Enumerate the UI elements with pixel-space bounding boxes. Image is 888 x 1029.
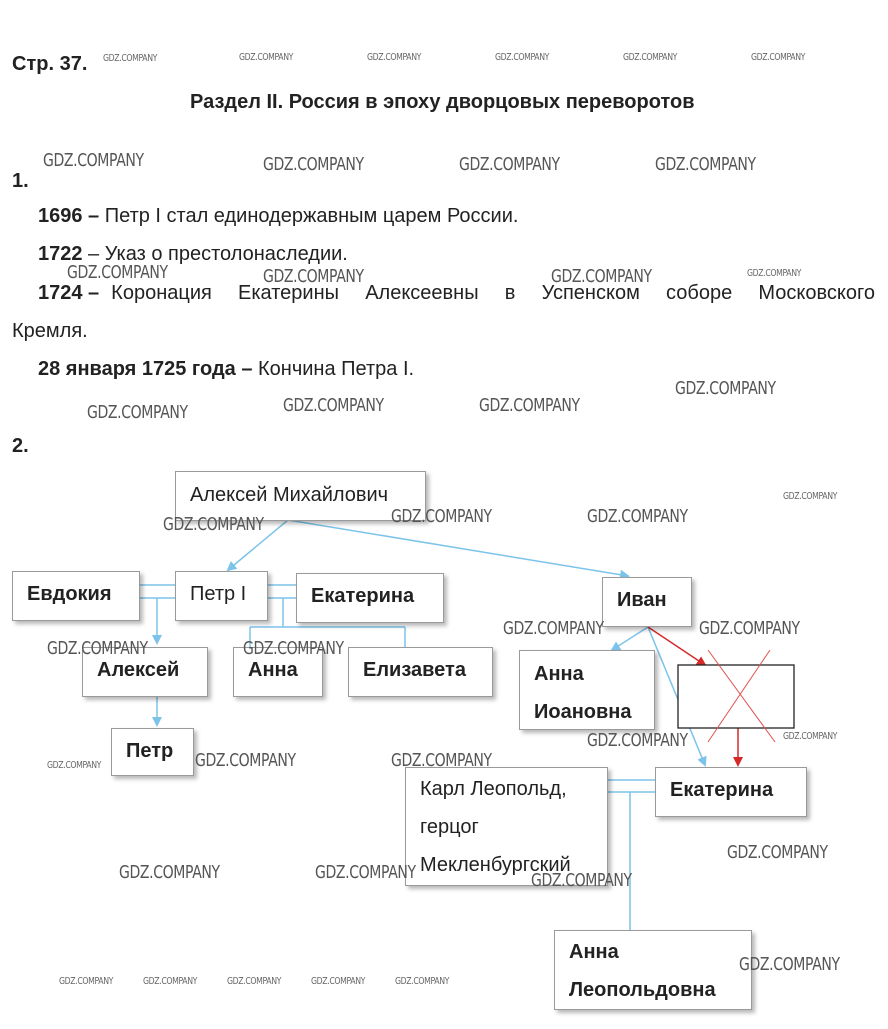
watermark: GDZ.COMPANY bbox=[367, 52, 422, 63]
watermark: GDZ.COMPANY bbox=[143, 976, 198, 987]
person-ivan: Иван bbox=[602, 577, 692, 627]
watermark: GDZ.COMPANY bbox=[43, 150, 144, 171]
person-anna: Анна bbox=[233, 647, 323, 697]
page-label: Стр. 37. bbox=[12, 53, 88, 75]
arrow-am-ivan bbox=[288, 520, 628, 576]
person-aleksey: Алексей bbox=[82, 647, 208, 697]
watermark: GDZ.COMPANY bbox=[459, 154, 560, 175]
person-aleksey-mikhailovich: Алексей Михайлович bbox=[175, 471, 426, 521]
watermark: GDZ.COMPANY bbox=[163, 514, 264, 535]
person-karl-leopold: Карл Леопольд, герцог Мекленбургский bbox=[405, 767, 608, 886]
watermark: GDZ.COMPANY bbox=[195, 750, 296, 771]
person-anna-ioanovna: Анна Иоановна bbox=[519, 650, 655, 730]
watermark: GDZ.COMPANY bbox=[315, 862, 416, 883]
person-anna-leopoldovna: Анна Леопольдовна bbox=[554, 930, 752, 1010]
watermark: GDZ.COMPANY bbox=[675, 378, 776, 399]
watermark: GDZ.COMPANY bbox=[655, 154, 756, 175]
person-ekaterina-1: Екатерина bbox=[296, 573, 444, 623]
watermark: GDZ.COMPANY bbox=[263, 154, 364, 175]
watermark: GDZ.COMPANY bbox=[391, 750, 492, 771]
watermark: GDZ.COMPANY bbox=[243, 638, 344, 659]
watermark: GDZ.COMPANY bbox=[551, 266, 652, 287]
watermark: GDZ.COMPANY bbox=[587, 730, 688, 751]
watermark: GDZ.COMPANY bbox=[727, 842, 828, 863]
person-elizaveta: Елизавета bbox=[348, 647, 493, 697]
person-petr-1: Петр I bbox=[175, 571, 268, 621]
watermark: GDZ.COMPANY bbox=[751, 52, 806, 63]
watermark: GDZ.COMPANY bbox=[395, 976, 450, 987]
watermark: GDZ.COMPANY bbox=[495, 52, 550, 63]
task1-number: 1. bbox=[12, 170, 29, 192]
watermark: GDZ.COMPANY bbox=[239, 52, 294, 63]
watermark: GDZ.COMPANY bbox=[739, 954, 840, 975]
watermark: GDZ.COMPANY bbox=[531, 870, 632, 891]
event-1696: 1696 – Петр I стал единодержавным царем России. bbox=[38, 205, 519, 227]
event-1724: 1724 – Коронация Екатерины Алексеевны в Успенском соборе Московского bbox=[38, 282, 875, 304]
watermark: GDZ.COMPANY bbox=[47, 638, 148, 659]
person-ekaterina-ivanovna: Екатерина bbox=[655, 767, 807, 817]
watermark: GDZ.COMPANY bbox=[87, 402, 188, 423]
watermark: GDZ.COMPANY bbox=[747, 268, 802, 279]
event-1722: 1722 – Указ о престолонаследии. bbox=[38, 243, 348, 265]
watermark: GDZ.COMPANY bbox=[311, 976, 366, 987]
person-evdokiya: Евдокия bbox=[12, 571, 140, 621]
watermark: GDZ.COMPANY bbox=[103, 53, 158, 64]
watermark: GDZ.COMPANY bbox=[263, 266, 364, 287]
watermark: GDZ.COMPANY bbox=[783, 491, 838, 502]
task2-number: 2. bbox=[12, 435, 29, 457]
watermark: GDZ.COMPANY bbox=[283, 395, 384, 416]
watermark: GDZ.COMPANY bbox=[479, 395, 580, 416]
event-1725: 28 января 1725 года – Кончина Петра I. bbox=[38, 358, 415, 380]
watermark: GDZ.COMPANY bbox=[587, 506, 688, 527]
watermark: GDZ.COMPANY bbox=[783, 731, 838, 742]
event-1724-cont: Кремля. bbox=[12, 320, 88, 342]
crossed-out-box bbox=[678, 665, 794, 728]
watermark: GDZ.COMPANY bbox=[59, 976, 114, 987]
person-petr-2: Петр bbox=[111, 728, 194, 776]
watermark: GDZ.COMPANY bbox=[391, 506, 492, 527]
watermark: GDZ.COMPANY bbox=[227, 976, 282, 987]
watermark: GDZ.COMPANY bbox=[67, 262, 168, 283]
watermark: GDZ.COMPANY bbox=[699, 618, 800, 639]
section-title: Раздел II. Россия в эпоху дворцовых переворотов bbox=[190, 91, 695, 113]
watermark: GDZ.COMPANY bbox=[503, 618, 604, 639]
watermark: GDZ.COMPANY bbox=[623, 52, 678, 63]
watermark: GDZ.COMPANY bbox=[47, 760, 102, 771]
watermark: GDZ.COMPANY bbox=[119, 862, 220, 883]
